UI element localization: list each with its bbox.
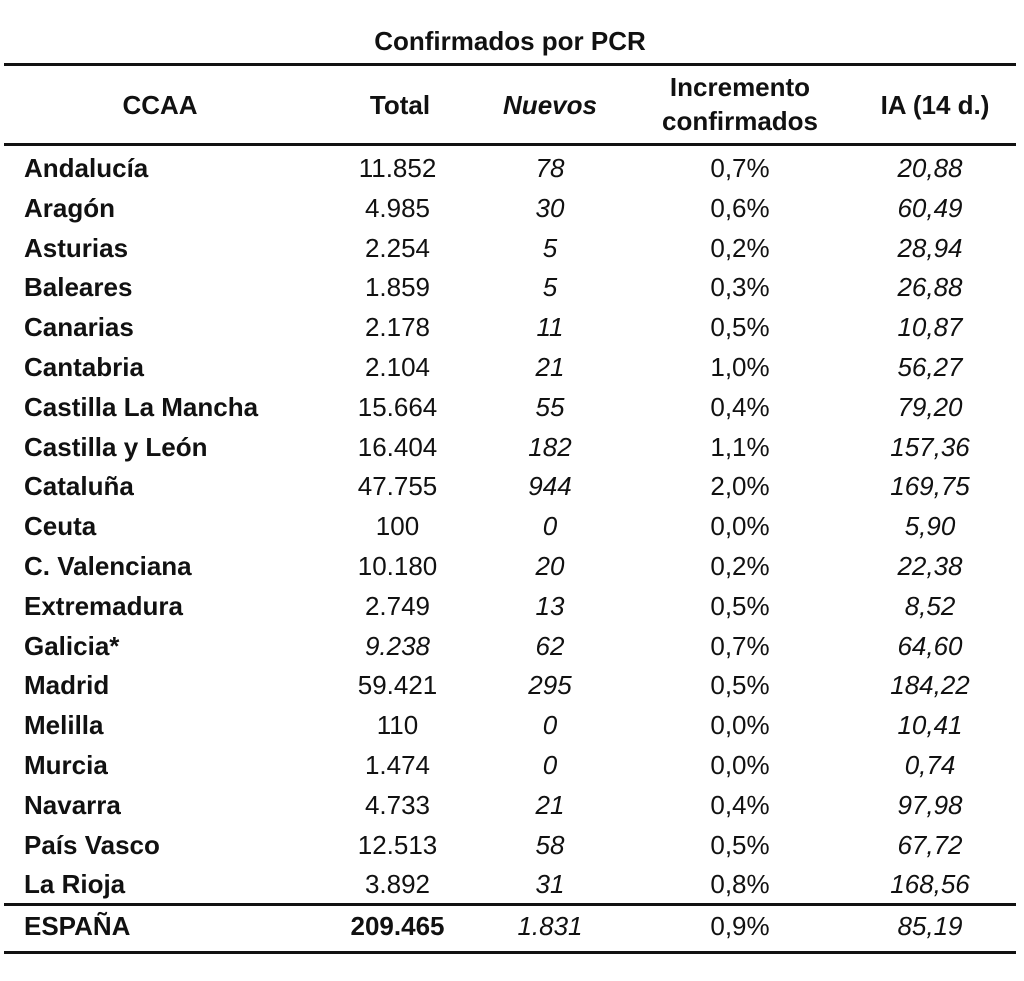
total-row bbox=[0, 906, 1024, 946]
cell-total: 110 bbox=[376, 710, 419, 741]
cell-incremento: 0,6% bbox=[710, 192, 770, 223]
cell-total: 4.733 bbox=[364, 789, 431, 820]
cell-nuevos: 62 bbox=[535, 630, 565, 661]
table-row bbox=[0, 665, 1024, 705]
cell-ccaa: Aragón bbox=[24, 192, 115, 223]
cell-ia: 64,60 bbox=[897, 630, 963, 661]
cell-nuevos: 944 bbox=[528, 471, 572, 502]
cell-ia: 10,41 bbox=[897, 710, 963, 741]
cell-nuevos: 0 bbox=[542, 710, 558, 741]
cell-nuevos: 11 bbox=[536, 312, 564, 343]
cell-ccaa: Ceuta bbox=[24, 511, 97, 542]
cell-ia: 169,75 bbox=[890, 471, 970, 502]
bottom-rule bbox=[4, 951, 1016, 954]
table-row bbox=[0, 427, 1024, 467]
cell-nuevos: 31 bbox=[535, 869, 565, 900]
header-incremento bbox=[630, 70, 850, 138]
header-total: Total bbox=[369, 90, 431, 120]
cell-incremento: 0,2% bbox=[710, 232, 770, 263]
table-row bbox=[0, 307, 1024, 347]
cell-incremento: 0,5% bbox=[710, 670, 770, 701]
cell-incremento: 0,7% bbox=[710, 630, 770, 661]
cell-nuevos: 5 bbox=[542, 272, 558, 303]
table-row bbox=[0, 228, 1024, 268]
cell-incremento: 0,8% bbox=[710, 869, 770, 900]
cell-incremento: 0,3% bbox=[710, 272, 770, 303]
table-row bbox=[0, 546, 1024, 586]
table-row bbox=[0, 466, 1024, 506]
table-row bbox=[0, 626, 1024, 666]
cell-incremento: 0,4% bbox=[710, 391, 770, 422]
cell-ia: 10,87 bbox=[897, 312, 963, 343]
cell-nuevos: 295 bbox=[528, 670, 572, 701]
cell-incremento: 2,0% bbox=[710, 471, 770, 502]
total-nuevos: 1.831 bbox=[517, 911, 583, 941]
cell-incremento: 0,0% bbox=[710, 750, 770, 780]
cell-nuevos: 21 bbox=[535, 352, 565, 382]
total-incremento: 0,9% bbox=[710, 911, 770, 941]
cell-total: 47.755 bbox=[357, 471, 438, 502]
table-row bbox=[0, 148, 1024, 188]
cell-ccaa: Madrid bbox=[24, 670, 110, 701]
cell-ccaa: Canarias bbox=[24, 312, 134, 343]
cell-total: 12.513 bbox=[357, 829, 438, 860]
cell-incremento: 0,0% bbox=[710, 710, 770, 741]
header-nuevos: Nuevos bbox=[503, 90, 597, 120]
cell-total: 2.178 bbox=[364, 312, 431, 343]
cell-ccaa: Andalucía bbox=[24, 153, 149, 183]
cell-ccaa: Murcia bbox=[24, 750, 108, 780]
cell-ia: 20,88 bbox=[897, 153, 963, 183]
cell-ia: 168,56 bbox=[890, 869, 970, 900]
header-incremento-line2: confirmados bbox=[661, 106, 819, 136]
cell-incremento: 0,0% bbox=[710, 511, 770, 542]
cell-nuevos: 21 bbox=[535, 789, 565, 820]
cell-ia: 0,74 bbox=[904, 750, 956, 780]
table-row bbox=[0, 785, 1024, 825]
cell-ccaa: Castilla La Mancha bbox=[24, 391, 259, 422]
table-row bbox=[0, 705, 1024, 745]
cell-total: 2.749 bbox=[364, 590, 431, 621]
cell-nuevos: 30 bbox=[535, 192, 565, 223]
cell-ccaa: País Vasco bbox=[24, 829, 160, 860]
header-ccaa: CCAA bbox=[122, 90, 198, 120]
cell-incremento: 0,5% bbox=[710, 829, 770, 860]
cell-ia: 8,52 bbox=[904, 590, 956, 621]
table-title: Confirmados por PCR bbox=[374, 26, 646, 56]
cell-nuevos: 55 bbox=[535, 391, 565, 422]
cell-ia: 67,72 bbox=[897, 829, 963, 860]
cell-incremento: 0,7% bbox=[710, 153, 770, 183]
cell-total: 100 bbox=[375, 511, 420, 542]
cell-ccaa: Melilla bbox=[24, 710, 104, 741]
cell-nuevos: 58 bbox=[535, 829, 565, 860]
cell-nuevos: 0 bbox=[542, 511, 558, 542]
cell-ccaa: Cantabria bbox=[24, 352, 144, 382]
cell-incremento: 0,5% bbox=[710, 312, 770, 343]
total-ia: 85,19 bbox=[897, 911, 963, 941]
cell-ia: 157,36 bbox=[890, 431, 970, 462]
cell-ccaa: Navarra bbox=[24, 789, 121, 820]
table-row bbox=[0, 745, 1024, 785]
header-ia: IA (14 d.) bbox=[880, 90, 990, 120]
cell-total: 16.404 bbox=[357, 431, 438, 462]
cell-total: 3.892 bbox=[364, 869, 431, 900]
cell-nuevos: 182 bbox=[528, 431, 572, 462]
cell-ccaa: Asturias bbox=[24, 232, 129, 263]
cell-incremento: 1,1% bbox=[710, 431, 770, 462]
cell-total: 1.474 bbox=[364, 750, 431, 780]
table-row bbox=[0, 267, 1024, 307]
table-row bbox=[0, 387, 1024, 427]
cell-incremento: 1,0% bbox=[710, 352, 770, 382]
cell-ia: 5,90 bbox=[904, 511, 956, 542]
cell-nuevos: 78 bbox=[535, 153, 565, 183]
cell-total: 59.421 bbox=[357, 670, 438, 701]
cell-total: 1.859 bbox=[364, 272, 431, 303]
cell-incremento: 0,5% bbox=[710, 590, 770, 621]
table-row bbox=[0, 506, 1024, 546]
header-rule bbox=[4, 143, 1016, 146]
table-row bbox=[0, 586, 1024, 626]
cell-ia: 79,20 bbox=[897, 391, 963, 422]
table-row bbox=[0, 347, 1024, 387]
cell-nuevos: 5 bbox=[542, 232, 558, 263]
cell-total: 10.180 bbox=[357, 551, 438, 581]
cell-total: 2.104 bbox=[364, 352, 431, 382]
cell-ccaa: Cataluña bbox=[24, 471, 134, 502]
cell-ia: 22,38 bbox=[897, 551, 963, 581]
table-row bbox=[0, 825, 1024, 865]
total-total: 209.465 bbox=[350, 911, 445, 941]
cell-incremento: 0,4% bbox=[710, 789, 770, 820]
total-ccaa: ESPAÑA bbox=[24, 911, 131, 941]
cell-ia: 60,49 bbox=[897, 192, 963, 223]
cell-ccaa: Castilla y León bbox=[24, 431, 208, 462]
cell-incremento: 0,2% bbox=[710, 551, 770, 581]
cell-total: 2.254 bbox=[364, 232, 431, 263]
cell-ia: 26,88 bbox=[897, 272, 963, 303]
cell-total: 15.664 bbox=[357, 391, 438, 422]
cell-total: 11.852 bbox=[358, 153, 437, 183]
cell-ia: 28,94 bbox=[897, 232, 963, 263]
cell-total: 4.985 bbox=[364, 192, 431, 223]
cell-ia: 56,27 bbox=[897, 352, 963, 382]
header-incremento-line1: Incremento bbox=[669, 72, 811, 102]
cell-ia: 97,98 bbox=[897, 789, 963, 820]
table-row bbox=[0, 864, 1024, 904]
cell-ccaa: C. Valenciana bbox=[24, 551, 192, 581]
cell-ccaa: Galicia* bbox=[24, 630, 120, 661]
cell-ccaa: La Rioja bbox=[24, 869, 126, 900]
cell-ccaa: Baleares bbox=[24, 272, 133, 303]
cell-ccaa: Extremadura bbox=[24, 590, 183, 621]
cell-nuevos: 20 bbox=[535, 551, 565, 581]
cell-nuevos: 0 bbox=[542, 750, 558, 780]
table-row bbox=[0, 188, 1024, 228]
cell-nuevos: 13 bbox=[535, 590, 565, 621]
cell-total: 9.238 bbox=[364, 630, 431, 661]
top-rule bbox=[4, 63, 1016, 66]
cell-ia: 184,22 bbox=[890, 670, 970, 701]
